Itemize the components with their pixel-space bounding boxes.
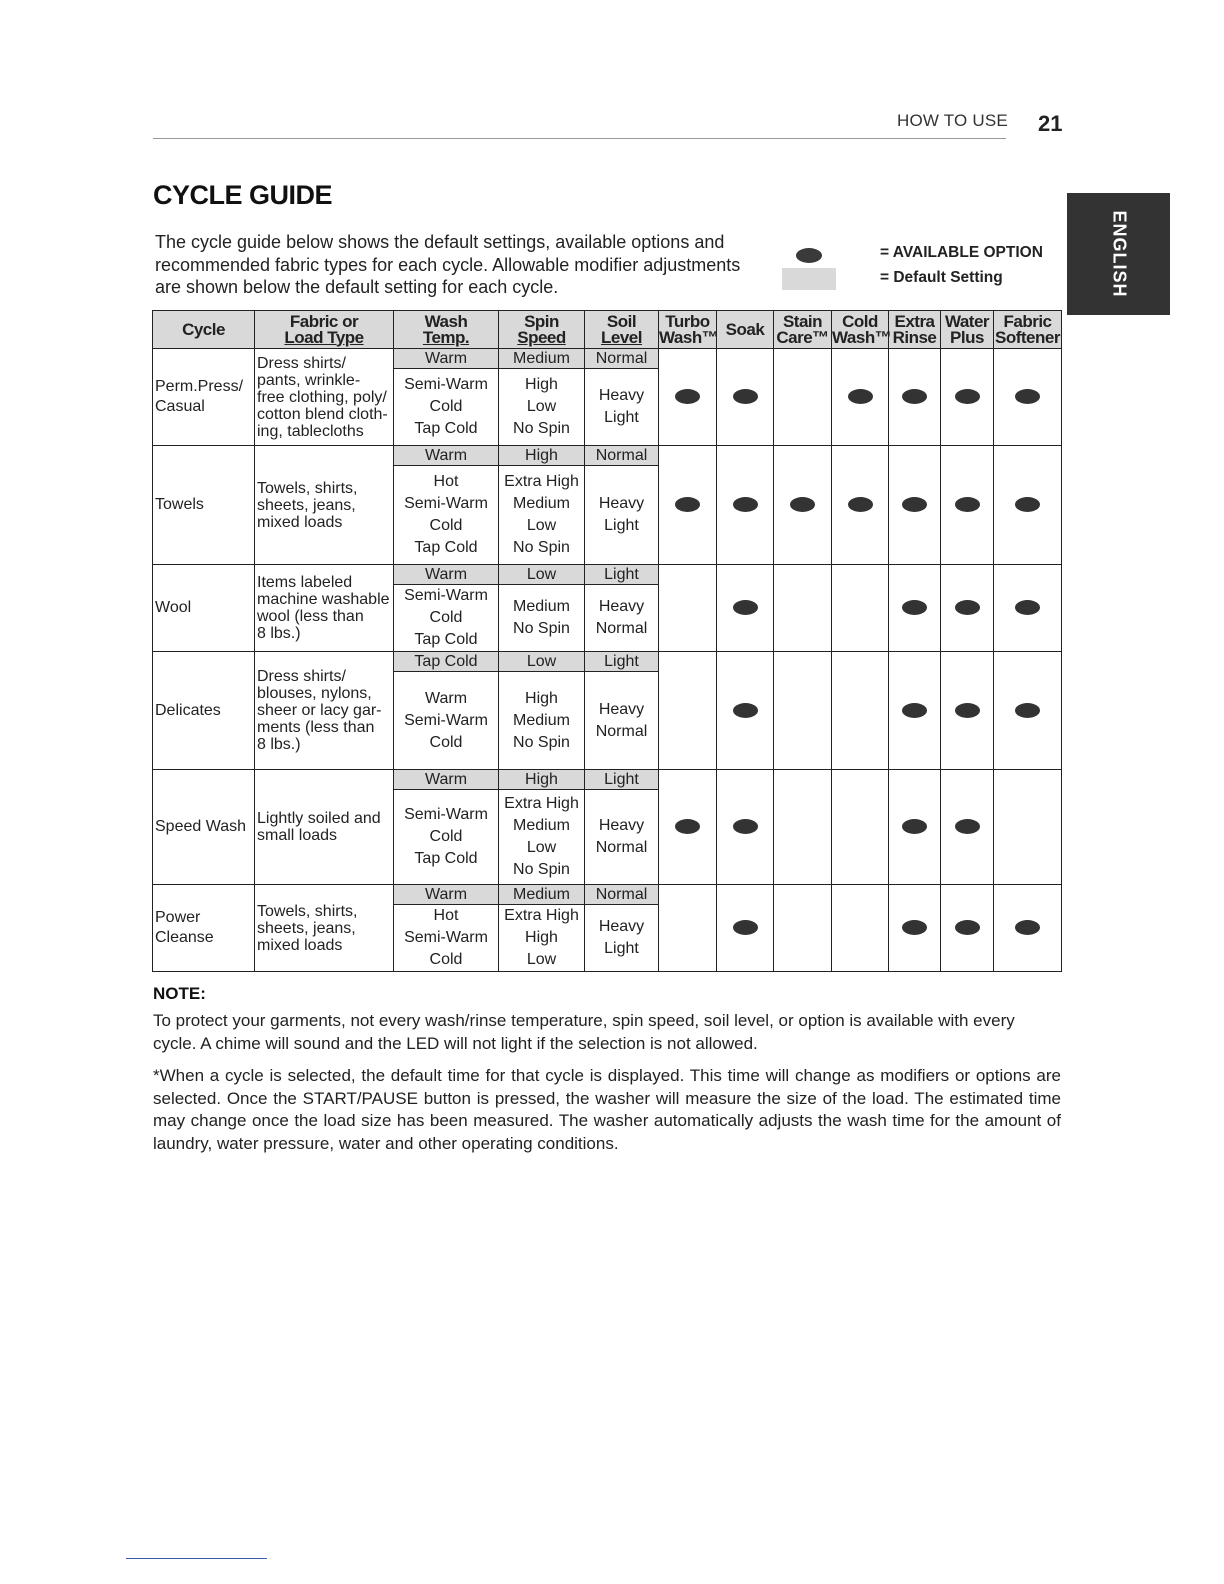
fabric-load-type-line: Dress shirts/ <box>257 354 346 372</box>
soil-level-options-line: Heavy <box>598 387 645 404</box>
available-option-dot-icon <box>675 497 700 512</box>
spin-speed-options-line: No Spin <box>513 733 570 751</box>
table-row <box>153 770 1062 790</box>
soil-level-options-line: Light <box>604 940 639 957</box>
option-extra-cell <box>889 565 941 652</box>
fabric-load-type <box>255 565 394 652</box>
default-soil-level: Light <box>585 770 659 790</box>
fabric-load-type <box>255 770 394 885</box>
spin-speed-options-line: Extra High <box>504 795 579 812</box>
available-option-dot-icon <box>1015 920 1040 935</box>
legend-default-setting: = Default Setting <box>880 269 1003 286</box>
default-soil-level: Normal <box>585 885 659 905</box>
available-option-dot-icon <box>733 497 758 512</box>
spin-speed-options-line: No Spin <box>513 420 570 437</box>
wash-temp-options-line: Semi-Warm <box>404 495 488 512</box>
option-stain-cell <box>774 565 832 652</box>
available-option-dot-icon <box>1015 497 1040 512</box>
fabric-load-type-line: machine washable <box>257 591 390 608</box>
default-soil-level: Light <box>585 652 659 672</box>
wash-temp-options-line: Semi-Warm <box>404 806 488 823</box>
available-option-dot-icon <box>1015 703 1040 718</box>
header-water-plus: Water Plus <box>941 311 994 349</box>
option-extra-cell <box>889 770 941 885</box>
footer-link-line <box>126 1558 267 1559</box>
spin-speed-options <box>499 466 585 565</box>
soil-level-options-line: Light <box>604 409 639 426</box>
fabric-load-type-line: mixed loads <box>257 936 343 954</box>
available-option-dot-icon <box>796 248 822 263</box>
option-softener-cell <box>994 446 1062 565</box>
fabric-load-type-line: cotton blend cloth- <box>257 405 388 423</box>
wash-temp-options <box>394 585 499 652</box>
spin-speed-options <box>499 905 585 972</box>
option-stain-cell <box>774 885 832 972</box>
default-wash-temp: Warm <box>394 446 499 466</box>
spin-speed-options-line: No Spin <box>513 861 570 878</box>
fabric-load-type-line: Lightly soiled and <box>257 810 381 827</box>
spin-speed-options-line: Medium <box>513 495 570 512</box>
spin-speed-options-line: No Spin <box>513 539 570 556</box>
wash-temp-options-line: Cold <box>429 951 463 968</box>
fabric-load-type-line: 8 lbs.) <box>257 625 301 642</box>
option-stain-cell <box>774 446 832 565</box>
option-soak-cell <box>717 885 774 972</box>
fabric-load-type <box>255 885 394 972</box>
fabric-load-type-line: blouses, nylons, <box>257 685 372 702</box>
option-stain-cell <box>774 652 832 770</box>
cycle-name-line: Perm.Press/ <box>155 378 244 395</box>
available-option-dot-icon <box>955 703 980 718</box>
option-water-cell <box>941 565 994 652</box>
spin-speed-options-line: Medium <box>513 598 570 615</box>
available-option-dot-icon <box>955 819 980 834</box>
language-tab-label: ENGLISH <box>1109 210 1129 298</box>
spin-speed-options <box>499 790 585 885</box>
fabric-load-type-line: sheets, jeans, <box>257 919 356 937</box>
fabric-load-type-line: wool (less than <box>257 608 364 625</box>
available-option-dot-icon <box>902 819 927 834</box>
option-softener-cell <box>994 349 1062 446</box>
wash-temp-options <box>394 466 499 565</box>
soil-level-options-line: Heavy <box>598 598 645 615</box>
header-fabric-softener: Fabric Softener <box>995 311 1060 347</box>
fabric-load-type-line: Dress shirts/ <box>257 668 346 685</box>
table-row <box>153 446 1062 466</box>
soil-level-options <box>585 369 659 446</box>
option-stain-cell <box>774 770 832 885</box>
default-spin-speed: Medium <box>499 885 585 905</box>
option-water-cell <box>941 885 994 972</box>
cycle-name-line: Casual <box>155 398 205 415</box>
fabric-load-type <box>255 652 394 770</box>
option-soak-cell <box>717 565 774 652</box>
default-spin-speed: Low <box>499 565 585 585</box>
default-wash-temp: Warm <box>394 349 499 369</box>
legend-available-option: = AVAILABLE OPTION <box>880 244 1043 261</box>
header-turbo-wash: Turbo Wash™ <box>659 311 719 347</box>
header-extra-rinse: Extra Rinse <box>889 311 941 349</box>
available-option-dot-icon <box>733 920 758 935</box>
default-spin-speed: High <box>499 770 585 790</box>
soil-level-options <box>585 585 659 652</box>
header-cycle: Cycle <box>153 311 255 349</box>
available-option-dot-icon <box>675 819 700 834</box>
option-cold-cell <box>832 885 889 972</box>
option-cold-cell <box>832 565 889 652</box>
spin-speed-options-line: High <box>525 376 558 393</box>
available-option-dot-icon <box>902 600 927 615</box>
cycle-name-line: Speed Wash <box>155 818 247 835</box>
table-row <box>153 885 1062 905</box>
option-turbo-cell <box>659 349 717 446</box>
table-row <box>153 652 1062 672</box>
soil-level-options-line: Normal <box>595 722 648 740</box>
wash-temp-options-line: Hot <box>433 473 459 490</box>
available-option-dot-icon <box>955 497 980 512</box>
option-softener-cell <box>994 770 1062 885</box>
soil-level-options-line: Light <box>604 517 639 534</box>
available-option-dot-icon <box>955 600 980 615</box>
available-option-dot-icon <box>1015 600 1040 615</box>
spin-speed-options-line: Medium <box>513 711 570 729</box>
header-wash-temp: Wash Temp. <box>394 311 499 349</box>
option-extra-cell <box>889 349 941 446</box>
spin-speed-options <box>499 672 585 770</box>
soil-level-options <box>585 466 659 565</box>
wash-temp-options-line: Hot <box>433 907 459 924</box>
header-soil-level: Soil Level <box>585 311 659 349</box>
fabric-load-type-line: 8 lbs.) <box>257 736 301 753</box>
fabric-load-type-line: sheer or lacy gar- <box>257 702 382 719</box>
spin-speed-options-line: Low <box>526 839 557 856</box>
available-option-dot-icon <box>902 920 927 935</box>
default-soil-level: Light <box>585 565 659 585</box>
table-row <box>153 349 1062 369</box>
page-number: 21 <box>1038 111 1063 136</box>
soil-level-options <box>585 790 659 885</box>
option-cold-cell <box>832 349 889 446</box>
fabric-load-type-line: mixed loads <box>257 513 343 531</box>
fabric-load-type-line: ing, tablecloths <box>257 422 364 440</box>
cycle-name <box>153 652 255 770</box>
header-fabric: Fabric or Load Type <box>255 311 394 349</box>
available-option-dot-icon <box>733 389 758 404</box>
option-soak-cell <box>717 349 774 446</box>
fabric-load-type-line: Towels, shirts, <box>257 479 358 497</box>
wash-temp-options-line: Cold <box>429 733 463 751</box>
table-header-row <box>153 311 1062 349</box>
option-turbo-cell <box>659 770 717 885</box>
spin-speed-options-line: High <box>525 689 558 707</box>
available-option-dot-icon <box>733 819 758 834</box>
wash-temp-options-line: Cold <box>429 398 463 415</box>
default-soil-level: Normal <box>585 446 659 466</box>
note-paragraph-2: *When a cycle is selected, the default time for that cycle is displayed. This time will change as modifiers or options are selected. Once the START/PAUSE button is pressed, the washer will measure the size of the load. The estimated time may change once the load size has been measured. The washer automatically adjusts the wash time for the amount of laundry, water pressure, water and other operating conditions. <box>153 1066 1061 1153</box>
spin-speed-options <box>499 369 585 446</box>
cycle-name-line: Cleanse <box>155 929 214 946</box>
wash-temp-options-line: Warm <box>424 689 468 707</box>
intro-paragraph: The cycle guide below shows the default settings, available options and recommended fabric types for each cycle. Allowable modifier adjustments are shown below the default setting for each cycle. <box>155 232 741 297</box>
wash-temp-options <box>394 672 499 770</box>
available-option-dot-icon <box>675 389 700 404</box>
wash-temp-options <box>394 790 499 885</box>
wash-temp-options-line: Cold <box>429 828 463 845</box>
cycle-name <box>153 885 255 972</box>
spin-speed-options-line: Extra High <box>504 907 579 924</box>
option-water-cell <box>941 770 994 885</box>
header-soak: Soak <box>717 311 774 349</box>
wash-temp-options-line: Cold <box>429 609 463 626</box>
header-spin-speed: Spin Speed <box>499 311 585 349</box>
option-soak-cell <box>717 652 774 770</box>
option-extra-cell <box>889 652 941 770</box>
wash-temp-options-line: Tap Cold <box>414 420 478 437</box>
default-spin-speed: High <box>499 446 585 466</box>
option-softener-cell <box>994 565 1062 652</box>
language-tab <box>1067 193 1170 315</box>
fabric-load-type-line: ments (less than <box>257 719 375 736</box>
option-turbo-cell <box>659 446 717 565</box>
option-softener-cell <box>994 652 1062 770</box>
option-water-cell <box>941 446 994 565</box>
fabric-load-type-line: free clothing, poly/ <box>257 388 387 406</box>
cycle-name-line: Power <box>155 909 201 926</box>
default-wash-temp: Warm <box>394 885 499 905</box>
soil-level-options-line: Heavy <box>598 918 645 935</box>
fabric-load-type <box>255 349 394 446</box>
option-extra-cell <box>889 446 941 565</box>
option-extra-cell <box>889 885 941 972</box>
available-option-dot-icon <box>955 389 980 404</box>
available-option-dot-icon <box>848 497 873 512</box>
soil-level-options-line: Heavy <box>598 495 645 512</box>
fabric-load-type-line: Towels, shirts, <box>257 902 358 920</box>
fabric-load-type-line: sheets, jeans, <box>257 496 356 514</box>
spin-speed-options-line: Low <box>526 398 557 415</box>
available-option-dot-icon <box>733 703 758 718</box>
note-paragraph-1: To protect your garments, not every wash/rinse temperature, spin speed, soil level, or option is available with every cycle. A chime will sound and the LED will not light if the selection is not allowed. <box>153 1011 1015 1053</box>
soil-level-options-line: Heavy <box>598 700 645 718</box>
section-label: HOW TO USE <box>897 111 1008 130</box>
option-turbo-cell <box>659 565 717 652</box>
wash-temp-options <box>394 369 499 446</box>
option-cold-cell <box>832 770 889 885</box>
option-soak-cell <box>717 770 774 885</box>
option-softener-cell <box>994 885 1062 972</box>
wash-temp-options <box>394 905 499 972</box>
page-title: CYCLE GUIDE <box>153 180 333 210</box>
wash-temp-options-line: Tap Cold <box>414 631 478 648</box>
available-option-dot-icon <box>902 497 927 512</box>
soil-level-options-line: Normal <box>595 620 648 637</box>
available-option-dot-icon <box>733 600 758 615</box>
available-option-dot-icon <box>848 389 873 404</box>
wash-temp-options-line: Tap Cold <box>414 850 478 867</box>
soil-level-options <box>585 905 659 972</box>
cycle-name <box>153 446 255 565</box>
cycle-name-line: Delicates <box>155 701 221 719</box>
spin-speed-options-line: Extra High <box>504 473 579 490</box>
available-option-dot-icon <box>1015 389 1040 404</box>
header-stain-care: Stain Care™ <box>774 311 832 349</box>
option-turbo-cell <box>659 885 717 972</box>
spin-speed-options <box>499 585 585 652</box>
option-turbo-cell <box>659 652 717 770</box>
default-wash-temp: Tap Cold <box>394 652 499 672</box>
default-setting-swatch-icon <box>782 268 836 290</box>
cycle-name-line: Wool <box>155 599 192 616</box>
wash-temp-options-line: Semi-Warm <box>404 587 488 604</box>
spin-speed-options-line: Medium <box>513 817 570 834</box>
wash-temp-options-line: Semi-Warm <box>404 376 488 393</box>
default-soil-level: Normal <box>585 349 659 369</box>
soil-level-options-line: Normal <box>595 839 648 856</box>
wash-temp-options-line: Cold <box>429 517 463 534</box>
soil-level-options-line: Heavy <box>598 817 645 834</box>
option-cold-cell <box>832 652 889 770</box>
cycle-guide-table <box>152 310 1062 972</box>
wash-temp-options-line: Semi-Warm <box>404 711 488 729</box>
cycle-name <box>153 349 255 446</box>
header-cold-wash: Cold Wash™ <box>832 311 892 347</box>
wash-temp-options-line: Semi-Warm <box>404 929 488 946</box>
spin-speed-options-line: No Spin <box>513 620 570 637</box>
available-option-dot-icon <box>902 703 927 718</box>
option-water-cell <box>941 652 994 770</box>
fabric-load-type-line: pants, wrinkle- <box>257 371 361 389</box>
default-spin-speed: Medium <box>499 349 585 369</box>
spin-speed-options-line: Low <box>526 517 557 534</box>
table-row <box>153 565 1062 585</box>
option-stain-cell <box>774 349 832 446</box>
soil-level-options <box>585 672 659 770</box>
default-spin-speed: Low <box>499 652 585 672</box>
cycle-name <box>153 565 255 652</box>
fabric-load-type-line: Items labeled <box>257 574 353 591</box>
option-water-cell <box>941 349 994 446</box>
available-option-dot-icon <box>902 389 927 404</box>
option-cold-cell <box>832 446 889 565</box>
wash-temp-options-line: Tap Cold <box>414 539 478 556</box>
default-wash-temp: Warm <box>394 565 499 585</box>
cycle-name <box>153 770 255 885</box>
note-heading: NOTE: <box>153 984 206 1003</box>
fabric-load-type <box>255 446 394 565</box>
header-divider <box>153 138 1006 139</box>
spin-speed-options-line: Low <box>526 951 557 968</box>
available-option-dot-icon <box>955 920 980 935</box>
table-body <box>153 349 1062 972</box>
default-wash-temp: Warm <box>394 770 499 790</box>
fabric-load-type-line: small loads <box>257 827 338 844</box>
spin-speed-options-line: High <box>525 929 558 946</box>
cycle-name-line: Towels <box>155 496 204 513</box>
option-soak-cell <box>717 446 774 565</box>
available-option-dot-icon <box>790 497 815 512</box>
